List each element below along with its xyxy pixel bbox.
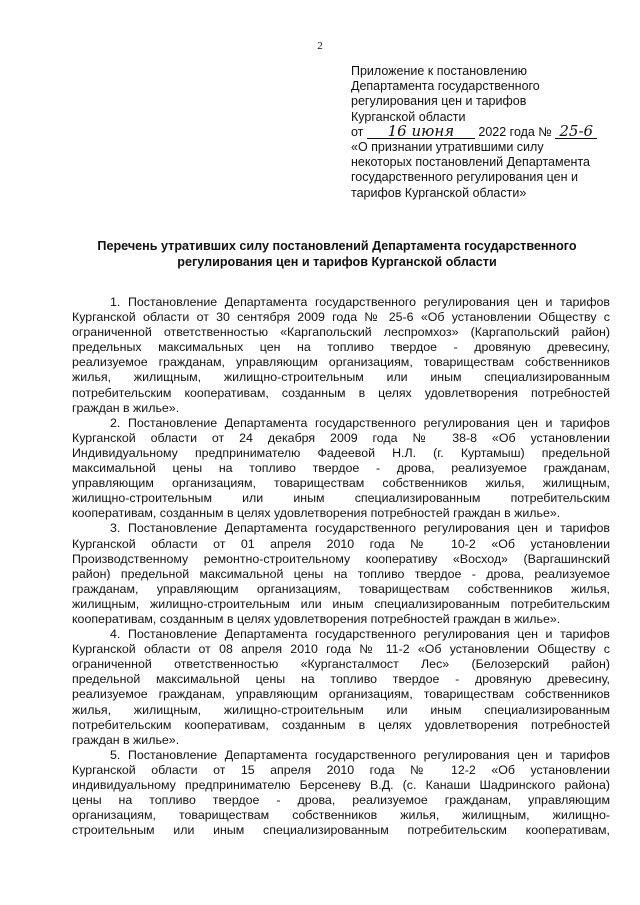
handwritten-date: 16 июня [367,125,475,139]
resolution-line: строительным или иным специализированным потребительским кооперативам, [72,823,610,838]
resolution-line: Курганской области от 24 декабря 2009 года № 38-8 «Об установлении [72,430,610,445]
resolution-line: ограниченной ответственностью «Кургансталмост Лес» (Белозерский район) [72,657,610,672]
resolution-line: 3. Постановление Департамента государственного регулирования цен и тарифов [110,521,610,536]
resolution-item [72,748,610,839]
resolution-line: управляющим организациям, товариществам собственников жилья, жилищным, [72,476,610,491]
resolution-line: цены на топливо твердое - дрова, реализуемое гражданам, управляющим [72,793,610,808]
resolution-line: Курганской области от 01 апреля 2010 года № 10-2 «Об установлении [72,536,610,551]
resolution-line: 1. Постановление Департамента государственного регулирования цен и тарифов [110,295,610,309]
resolution-line: Курганской области от 08 апреля 2010 года № 11-2 «Об установлении Обществу с [72,642,610,657]
appendix-subject-line: тарифов Курганской области» [351,185,527,200]
resolution-line: район) предельной максимальной цены на топливо твердое - дрова, реализуемое [72,566,610,581]
title-line: регулирования цен и тарифов Курганской области [177,255,497,269]
appendix-line: Приложение к постановлению [351,64,527,78]
resolution-line: 4. Постановление Департамента государственного регулирования цен и тарифов [110,627,610,642]
resolution-item [72,627,610,748]
resolution-line: потребительским кооперативам, созданным в целях удовлетворения потребностей [72,717,610,732]
appendix-line: регулирования цен и тарифов [351,94,527,109]
resolution-line: гражданам, управляющим организациям, товариществам собственников жилья, [72,581,610,596]
resolution-line: Индивидуальному предпринимателю Фадеевой Н.Л. (г. Куртамыш) предельной [72,445,610,460]
resolution-line: Производственному ремонтно-строительному кооперативу «Восход» (Варгашинский [72,551,610,566]
title-line: Перечень утративших силу постановлений Департамента государственного [97,239,577,253]
resolution-line: Курганской области от 30 сентября 2009 года № 25-6 «Об установлении Обществу с [72,310,610,325]
appendix-line: Курганской области [351,109,466,124]
date-prefix: от [351,124,364,139]
appendix-date-line [351,121,621,140]
resolution-item [72,416,610,522]
year-text: 2022 года № [478,124,552,139]
resolution-line: максимальной цены на топливо твердое - дрова, реализуемое гражданам, [72,461,610,476]
resolution-line: реализуемое гражданам, управляющим организациям, товариществам собственников [72,355,610,370]
resolution-line: жилищно-строительным или иным специализированным потребительским [72,491,610,506]
appendix-subject-line: государственного регулирования цен и [351,170,578,185]
resolution-line: кооперативам, созданным в целях удовлетворения потребностей граждан в жилье». [72,506,561,521]
resolution-line: жилья, жилищным, жилищно-строительным или иным специализированным [72,702,610,717]
resolutions-list [72,295,610,838]
appendix-subject-line: некоторых постановлений Департамента [351,155,590,170]
resolution-item [72,295,610,416]
resolution-line: Курганской области от 15 апреля 2010 года № 12-2 «Об установлении [72,762,610,777]
resolution-line: индивидуальному предпринимателю Берсеневу В.Д. (с. Канаши Шадринского района) [72,778,610,792]
page-number: 2 [317,40,323,52]
resolution-line: граждан в жилье». [72,732,180,747]
resolution-line: жилья, жилищным, жилищно-строительным или иным специализированным [72,370,610,385]
resolution-line: граждан в жилье». [72,400,180,415]
resolution-line: предельных максимальных цен на топливо твердое - дровяную древесину, [72,340,610,355]
resolution-line: жилищным, жилищно-строительным или иным специализированным потребительским [72,596,610,611]
resolution-item [72,521,610,627]
resolution-line: организациям, товариществам собственников жилья, жилищным, жилищно- [72,808,610,823]
resolution-line: кооперативам, созданным в целях удовлетворения потребностей граждан в жилье». [72,611,561,626]
handwritten-number: 25-6 [555,125,597,139]
appendix-header [351,64,621,201]
resolution-line: ограниченной ответственностью «Каргапольский леспромхоз» (Каргапольский район) [72,325,610,340]
resolution-line: 2. Постановление Департамента государственного регулирования цен и тарифов [110,415,610,430]
resolution-line: потребительским кооперативам, созданным в целях удовлетворения потребностей [72,385,610,400]
appendix-line: Департамента государственного [351,79,540,94]
appendix-subject-line: «О признании утратившими силу [351,140,544,155]
resolution-line: предельной максимальной цены на топливо твердое - дровяную древесину, [72,672,610,687]
document-title [72,238,602,270]
resolution-line: реализуемое гражданам, управляющим организациям, товариществам собственников [72,687,610,702]
resolution-line: 5. Постановление Департамента государственного регулирования цен и тарифов [110,747,610,762]
